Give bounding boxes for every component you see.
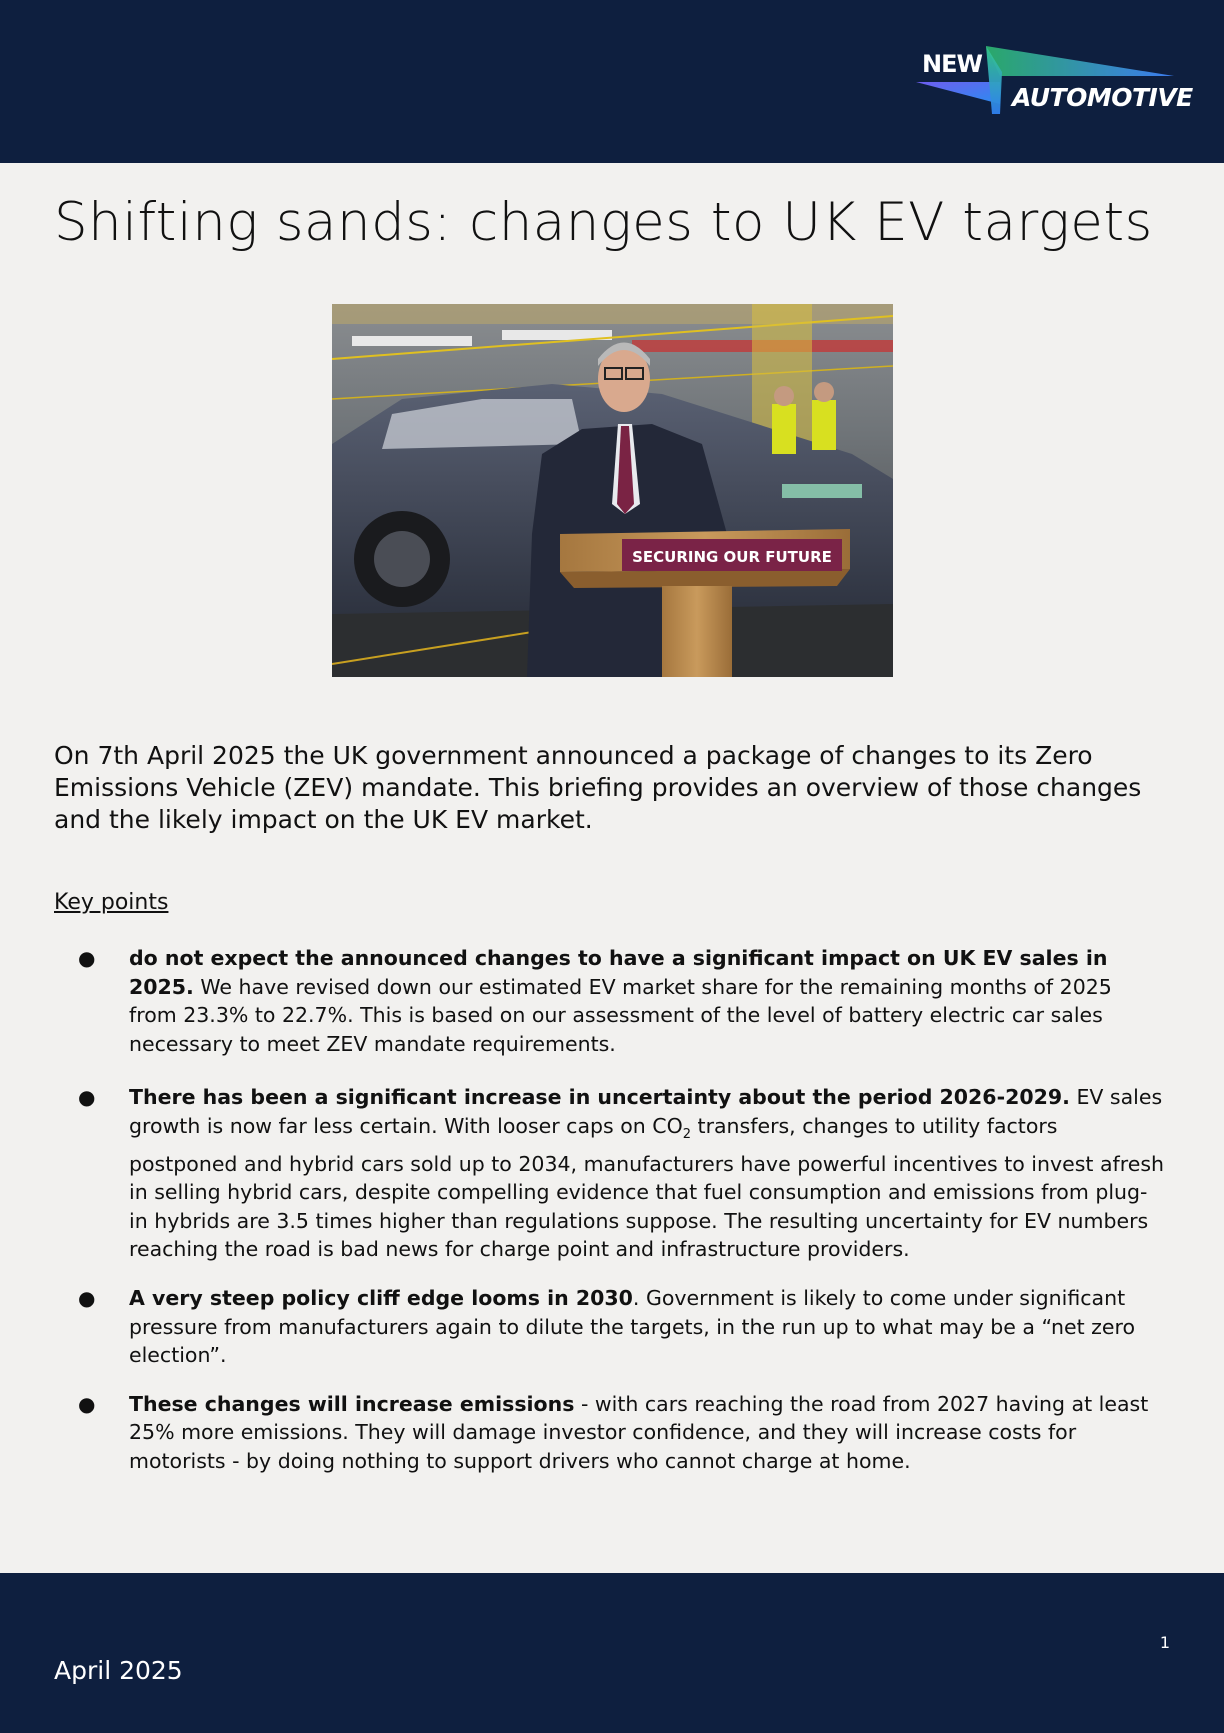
key-points-list <box>0 944 1224 1476</box>
bullet-icon: ● <box>78 1085 96 1110</box>
factory-speech-image <box>332 304 893 677</box>
new-automotive-logo <box>912 44 1193 119</box>
press-photo <box>332 304 893 677</box>
key-point-bold: These changes will increase emissions <box>129 1391 575 1416</box>
footer-date: April 2025 <box>54 1656 183 1685</box>
podium-sign-text: SECURING OUR FUTURE <box>632 548 832 566</box>
key-point-text: We have revised down our estimated EV market share for the remaining months of 2025 from 23.3% to 22.7%. This is based on our assessment of the level of battery electric car sales necessary to meet ZEV mandate requirements. <box>129 974 1112 1056</box>
page-header <box>0 0 1224 163</box>
key-point-bold: There has been a significant increase in uncertainty about the period 2026-2029. <box>129 1085 1070 1110</box>
bullet-icon: ● <box>78 1286 96 1311</box>
key-point-text-continued: transfers, changes to utility factors postponed and hybrid cars sold up to 2034, manufacturers have powerful incentives to invest afresh in selling hybrid cars, despite compelling evidence that fuel consumption and emissions from plug-in hybrids are 3.5 times higher than regulations suppose. The resulting uncertainty for EV numbers reaching the road is bad news for charge point and infrastructure providers. <box>129 1113 1165 1262</box>
list-item <box>0 1083 1224 1264</box>
key-point-text: . Government is likely to come under significant pressure from manufacturers again to dilute the targets, in the run up to what may be a “net zero election”. <box>129 1286 1136 1368</box>
page-title: Shifting sands: changes to UK EV targets <box>54 192 1153 253</box>
list-item <box>0 1390 1224 1476</box>
key-points-heading: Key points <box>54 890 169 915</box>
page-footer <box>0 1573 1224 1733</box>
intro-paragraph: On 7th April 2025 the UK government announced a package of changes to its Zero Emissions Vehicle (ZEV) mandate. This briefing provides an overview of those changes and the likely impact on the UK EV market. <box>54 741 1142 834</box>
key-point-text: - with cars reaching the road from 2027 having at least 25% more emissions. They will damage investor confidence, and they will increase costs for motorists - by doing nothing to support drivers who cannot charge at home. <box>129 1391 1149 1473</box>
logo-new-text: NEW <box>922 50 982 78</box>
key-point-bold: do not expect the announced changes to have a significant impact on UK EV sales in 2025. <box>129 946 1108 999</box>
key-point-text: EV sales growth is now far less certain. With looser caps on CO <box>129 1085 1163 1138</box>
page-number: 1 <box>1159 1633 1170 1652</box>
key-point-bold: A very steep policy cliff edge looms in 2030 <box>129 1286 633 1311</box>
bullet-icon: ● <box>78 946 96 970</box>
list-item <box>0 1284 1224 1370</box>
list-item <box>0 944 1224 1058</box>
subscript-2: 2 <box>682 1127 692 1143</box>
logo-automotive-text: AUTOMOTIVE <box>1012 83 1193 112</box>
bullet-icon: ● <box>78 1391 96 1416</box>
